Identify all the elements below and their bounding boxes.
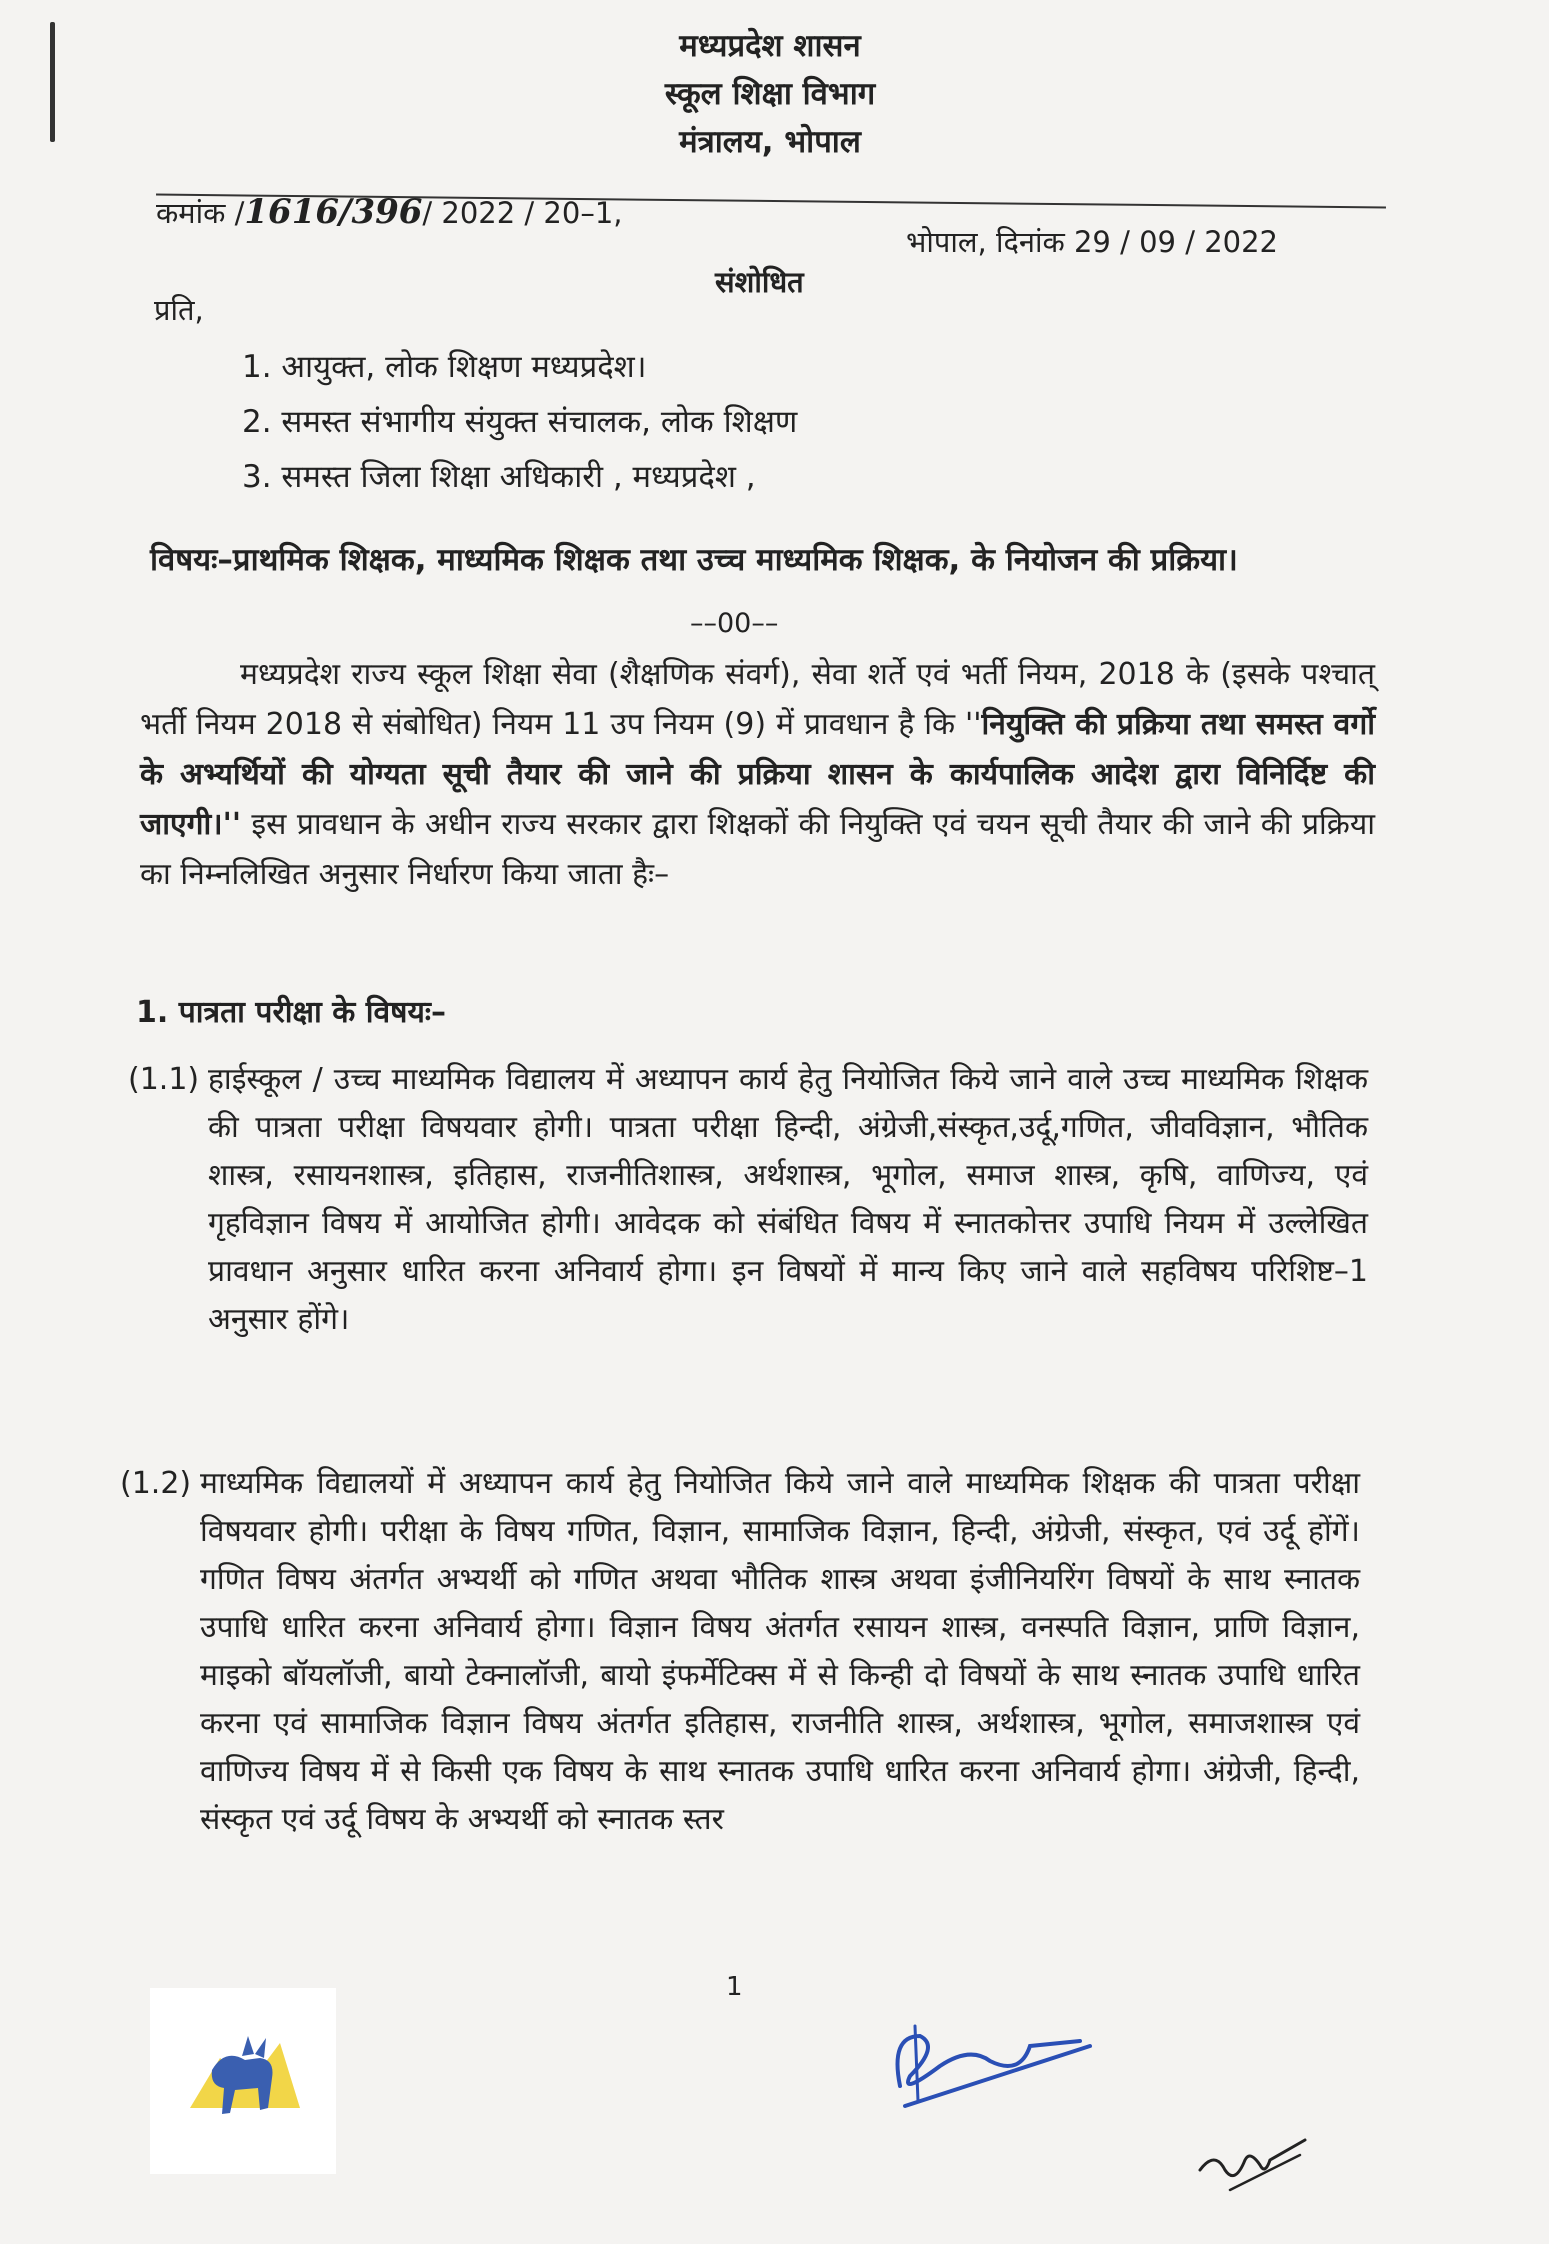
intro-paragraph — [140, 650, 1375, 900]
reference-line — [156, 192, 1386, 259]
initials — [1190, 2130, 1310, 2200]
page-number: 1 — [726, 1972, 743, 2002]
recipient-item: 3. समस्त जिला शिक्षा अधिकारी , मध्यप्रदेश , — [242, 459, 756, 495]
subject-line: विषयः–प्राथमिक शिक्षक, माध्यमिक शिक्षक तथा उच्च माध्यमिक शिक्षक, के नियोजन की प्रक्रिया। — [150, 542, 1238, 578]
letterhead — [560, 22, 980, 166]
clause-number: (1.1) — [128, 1062, 200, 1097]
recipient-item: 1. आयुक्त, लोक शिक्षण मध्यप्रदेश। — [242, 349, 647, 385]
clause-text: माध्यमिक विद्यालयों में अध्यापन कार्य हेतु नियोजित किये जाने वाले माध्यमिक शिक्षक की पात्रता परीक्षा विषयवार होगी। परीक्षा के विषय गणित, विज्ञान, सामाजिक विज्ञान, हिन्दी, अंग्रेजी, संस्कृत, एवं उर्दू होंगें। गणित विषय अंतर्गत अभ्यर्थी को गणित अथवा भौतिक शास्त्र अथवा इंजीनियरिंग विषयों के साथ स्नातक उपाधि धारित करना अनिवार्य होगा। विज्ञान विषय अंतर्गत रसायन शास्त्र, वनस्पति विज्ञान, प्राणि विज्ञान, माइको बॉयलॉजी, बायो टेक्नालॉजी, बायो इंफर्मेटिक्स में से किन्ही दो विषयों के साथ स्नातक उपाधि धारित करना एवं सामाजिक विज्ञान विषय अंतर्गत इतिहास, राजनीति शास्त्र, अर्थशास्त्र, भूगोल, समाजशास्त्र एवं वाणिज्य विषय में से किसी एक विषय के साथ स्नातक उपाधि धारित करना अनिवार्य होगा। अंग्रेजी, हिन्दी, संस्कृत एवं उर्दू विषय के अभ्यर्थी को स्नातक स्तर — [200, 1466, 1360, 1837]
header-line-2: स्कूल शिक्षा विभाग — [664, 76, 876, 112]
intro-part-1: मध्यप्रदेश राज्य स्कूल शिक्षा सेवा (शैक्षणिक संवर्ग), सेवा शर्ते एवं भर्ती नियम, 2018 के (इसके पश्चात् भर्ती नियम 2018 से संबोधित) नियम 11 उप नियम (9) में प्रावधान है कि '' — [140, 657, 1375, 742]
section-title: 1. पात्रता परीक्षा के विषयः– — [136, 995, 446, 1030]
clause-number: (1.2) — [120, 1466, 192, 1501]
recipient-list — [242, 340, 797, 505]
handwritten-number: 1616/396 — [244, 192, 423, 232]
logo-graphic — [150, 1988, 336, 2174]
header-line-3: मंत्रालय, भोपाल — [679, 124, 861, 160]
reference-prefix: कमांक / — [156, 196, 245, 230]
divider: ––00–– — [690, 608, 779, 639]
recipient-item: 2. समस्त संभागीय संयुक्त संचालक, लोक शिक्षण — [242, 404, 798, 440]
margin-mark — [50, 22, 55, 142]
department-logo — [150, 1988, 336, 2174]
clause-1-2 — [120, 1460, 1370, 1980]
signature — [880, 2006, 1100, 2116]
clause-1-1 — [128, 1056, 1378, 1436]
intro-bold: नियुक्ति की प्रक्रिया तथा समस्त वर्गो के अभ्यर्थियों की योग्यता सूची तैयार की जाने की प्रक्रिया शासन के कार्यपालिक आदेश द्वारा विनिर्दिष्ट की जाएगी।'' — [140, 707, 1375, 842]
place-date: भोपाल, दिनांक 29 / 09 / 2022 — [906, 225, 1279, 259]
to-label: प्रति, — [154, 293, 204, 327]
revised-label: संशोधित — [715, 265, 804, 299]
reference-number — [156, 192, 623, 232]
reference-suffix: / 2022 / 20–1, — [422, 196, 623, 230]
header-line-1: मध्यप्रदेश शासन — [679, 28, 861, 64]
intro-part-2: इस प्रावधान के अधीन राज्य सरकार द्वारा शिक्षकों की नियुक्ति एवं चयन सूची तैयार की जाने की प्रक्रिया का निम्नलिखित अनुसार निर्धारण किया जाता हैः– — [140, 807, 1375, 892]
clause-text: हाईस्कूल / उच्च माध्यमिक विद्यालय में अध्यापन कार्य हेतु नियोजित किये जाने वाले उच्च माध्यमिक शिक्षक की पात्रता परीक्षा विषयवार होगी। पात्रता परीक्षा हिन्दी, अंग्रेजी,संस्कृत,उर्दू,गणित, जीवविज्ञान, भौतिक शास्त्र, रसायनशास्त्र, इतिहास, राजनीतिशास्त्र, अर्थशास्त्र, भूगोल, समाज शास्त्र, कृषि, वाणिज्य, एवं गृहविज्ञान विषय में आयोजित होगी। आवेदक को संबंधित विषय में स्नातकोत्तर उपाधि नियम में उल्लेखित प्रावधान अनुसार धारित करना अनिवार्य होगा। इन विषयों में मान्य किए जाने वाले सहविषय परिशिष्ट–1 अनुसार होंगे। — [208, 1062, 1368, 1337]
